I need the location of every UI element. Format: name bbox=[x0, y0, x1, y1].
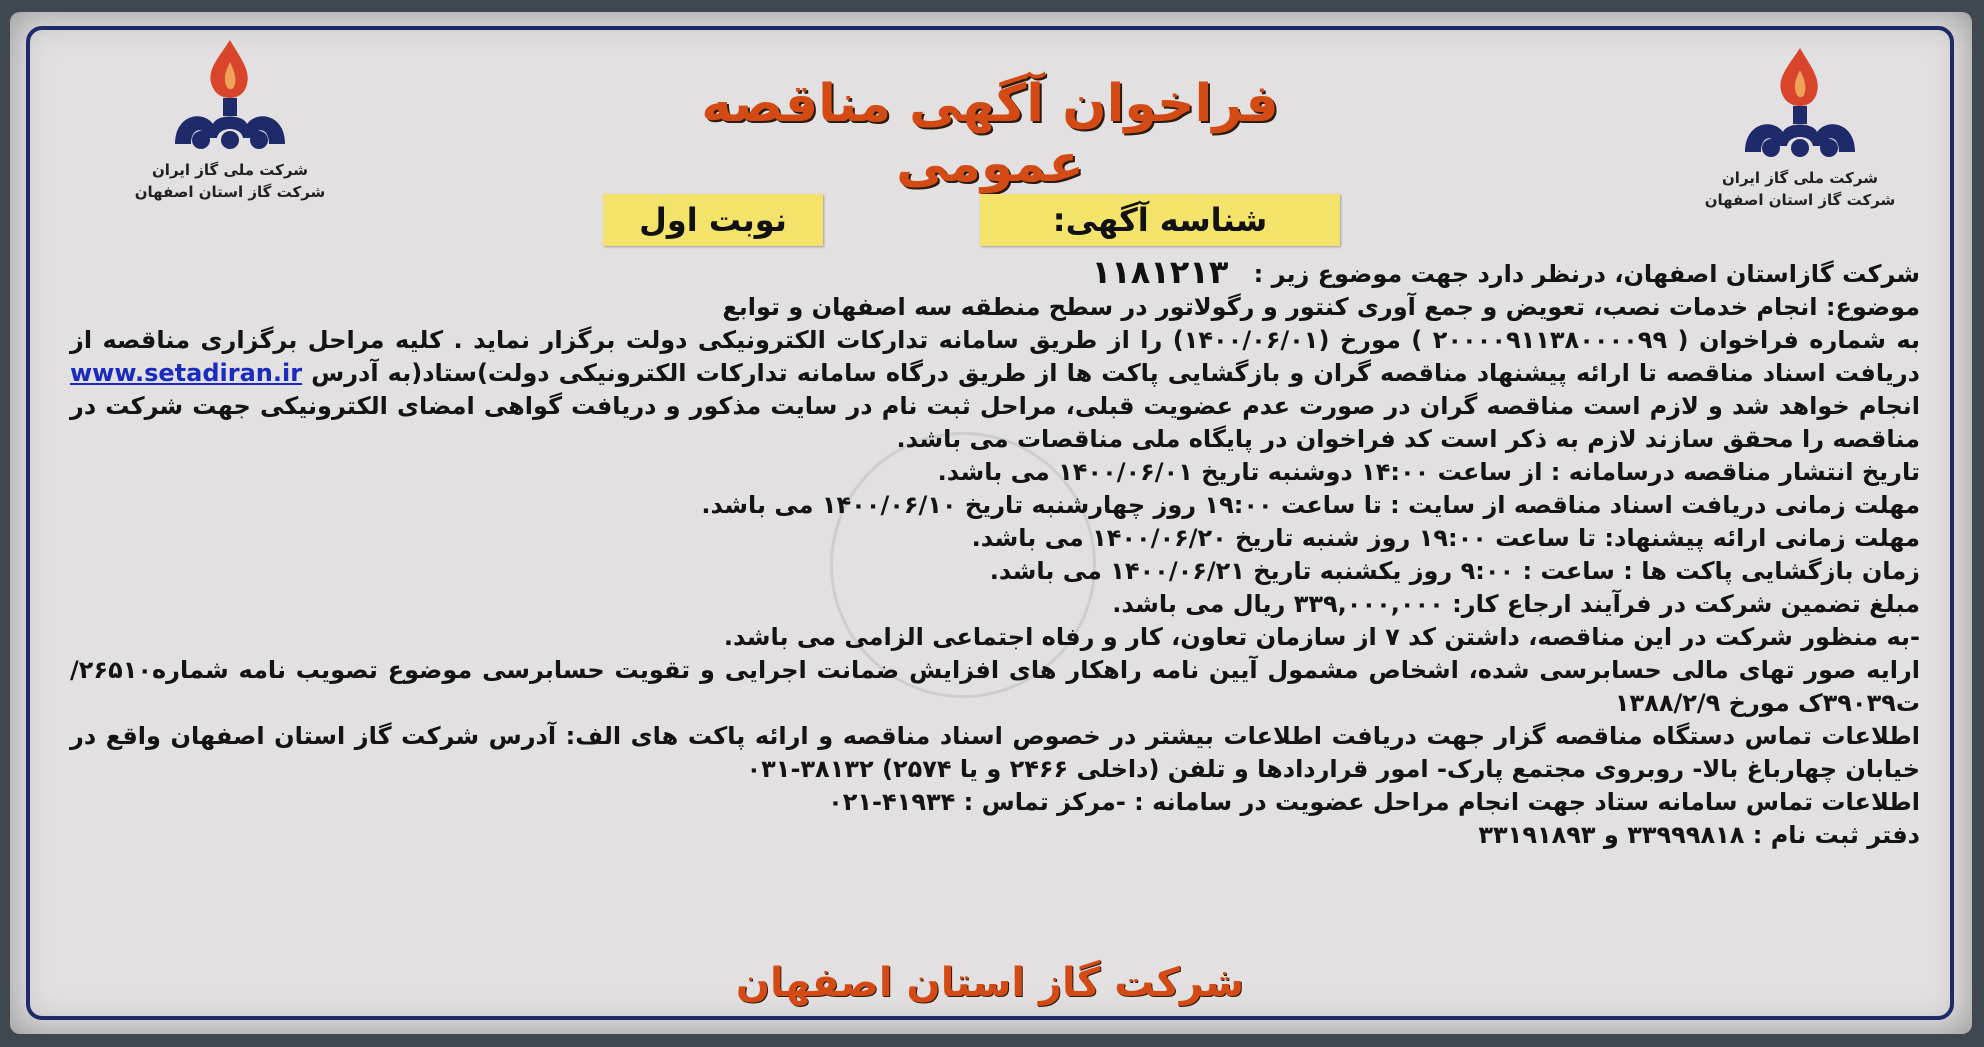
gas-flame-logo-icon bbox=[165, 34, 295, 159]
code7-requirement-line: -به منظور شرکت در این مناقصه، داشتن کد ۷ از سازمان تعاون، کار و رفاه اجتماعی الزامی می باشد. bbox=[723, 623, 1920, 651]
logo-right-line1: شرکت ملی گاز ایران bbox=[1722, 169, 1878, 187]
ad-title: فراخوان آگهی مناقصه عمومی bbox=[701, 74, 1279, 194]
subject-line: موضوع: انجام خدمات نصب، تعویض و جمع آوری کنتور و رگولاتور در سطح منطقه سه اصفهان و توابع bbox=[722, 293, 1920, 321]
setad-contact-line: اطلاعات تماس سامانه ستاد جهت انجام مراحل عضویت در سامانه : -مرکز تماس : ۴۱۹۳۴-۰۲۱ bbox=[828, 788, 1920, 816]
guarantee-amount-line: مبلغ تضمین شرکت در فرآیند ارجاع کار: ۳۳۹,۰۰۰,۰۰۰ ریال می باشد. bbox=[1112, 590, 1920, 618]
publish-date-line: تاریخ انتشار مناقصه درسامانه : از ساعت ۱۴:۰۰ دوشنبه تاریخ ۱۴۰۰/۰۶/۰۱ می باشد. bbox=[937, 458, 1920, 486]
document-deadline-line: مهلت زمانی دریافت اسناد مناقصه از سایت : تا ساعت ۱۹:۰۰ روز چهارشنبه تاریخ ۱۴۰۰/۰۶/۱۰ می باشد. bbox=[701, 491, 1920, 519]
bid-deadline-line: مهلت زمانی ارائه پیشنهاد: تا ساعت ۱۹:۰۰ روز شنبه تاریخ ۱۴۰۰/۰۶/۲۰ می باشد. bbox=[971, 524, 1920, 552]
company-logo-left bbox=[130, 34, 330, 203]
logo-right-line2: شرکت گاز استان اصفهان bbox=[1704, 191, 1896, 209]
logo-left-line2: شرکت گاز استان اصفهان bbox=[134, 183, 326, 201]
tender-text-before-link: به شماره فراخوان ( ۲۰۰۰۰۹۱۱۳۸۰۰۰۰۹۹ ) مورخ (۱۴۰۰/۰۶/۰۱) را از طریق سامانه تدارکات الکترونیکی دولت برگزار نماید . کلیه مراحل برگزاری مناقصه از دریافت اسناد مناقصه تا ارائه پیشنهاد مناقصه گران و بازگشایی پاکت ها از طریق درگاه سامانه تدارکات الکترونیکی دولت)ستاد(به آدرس bbox=[70, 326, 1921, 387]
ad-id-badge: شناسه آگهی: ۱۱۸۱۲۱۳ bbox=[980, 194, 1340, 246]
setadiran-link[interactable]: www.setadiran.ir bbox=[70, 359, 303, 387]
ad-body bbox=[70, 258, 1920, 852]
gas-flame-logo-icon bbox=[1735, 42, 1865, 167]
round-badge: نوبت اول bbox=[603, 194, 823, 246]
logo-left-line1: شرکت ملی گاز ایران bbox=[152, 161, 308, 179]
audit-requirement-line: ارایه صور تهای مالی حسابرسی شده، اشخاص مشمول آیین نامه راهکار های افزایش ضمانت اجرایی و تقویت حسابرسی موضوع تصویب نامه شماره۲۶۵۱۰/ت۳۹۰۳۹ک مورخ ۱۳۸۸/۲/۹ bbox=[70, 656, 1920, 717]
registry-office-line: دفتر ثبت نام : ۳۳۹۹۹۸۱۸ و ۳۳۱۹۱۸۹۳ bbox=[1478, 821, 1920, 849]
signature-footer: شرکت گاز استان اصفهان bbox=[735, 960, 1245, 1006]
company-logo-right bbox=[1700, 42, 1900, 211]
tender-text-after-link: انجام خواهد شد و لازم است مناقصه گران در صورت عدم عضویت قبلی، مراحل ثبت نام در سایت مذکور و دریافت گواهی امضای الکترونیکی جهت شرکت در مناقصه را محقق سازند لازم به ذکر است کد فراخوان در پایگاه ملی مناقصات می باشد. bbox=[70, 392, 1920, 453]
newspaper-clipping bbox=[10, 12, 1972, 1034]
opening-time-line: زمان بازگشایی پاکت ها : ساعت : ۹:۰۰ روز یکشنبه تاریخ ۱۴۰۰/۰۶/۲۱ می باشد. bbox=[989, 557, 1920, 585]
contact-info-line: اطلاعات تماس دستگاه مناقصه گزار جهت دریافت اطلاعات بیشتر در خصوص اسناد مناقصه و ارائه پاکت های الف: آدرس شرکت گاز استان اصفهان واقع در خیابان چهارباغ بالا- روبروی مجتمع پارک- امور قراردادها و تلفن (داخلی ۲۴۶۶ و یا ۲۵۷۴) ۳۸۱۳۲-۰۳۱ bbox=[70, 722, 1920, 783]
intro-line: شرکت گازاستان اصفهان، درنظر دارد جهت موضوع زیر : bbox=[1253, 260, 1920, 288]
tender-paragraph bbox=[70, 324, 1920, 456]
